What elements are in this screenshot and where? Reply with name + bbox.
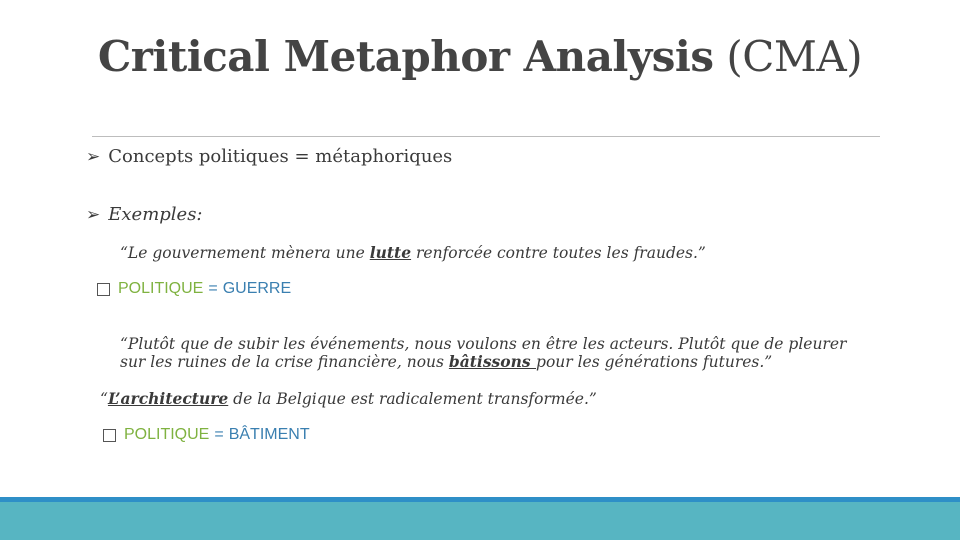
quote-text: “Plutôt que de subir les événements, nous voulons en être les acteurs. Plutôt que de pleurer sur les ruines de la crise financière, nous [120,335,847,371]
tag-right: GUERRE [222,280,292,297]
quote-architecture [100,390,597,408]
footer-band [0,502,960,540]
quote-text: de la Belgique est radicalement transformée.” [228,390,597,408]
quote-lutte [120,244,706,262]
quote-text: renforcée contre toutes les fraudes.” [411,244,706,262]
title-plain: (CMA) [726,32,863,81]
arrow-bullet-icon: ➢ [86,204,101,225]
bullet-concepts [86,146,452,167]
quote-text: “ [100,390,108,408]
quote-keyword: lutte [369,243,412,262]
title-divider [92,136,880,137]
metaphor-tag-batiment [103,426,310,444]
arrow-bullet-icon: ➢ [86,146,101,167]
bullet-exemples [86,204,203,225]
tag-right: BÂTIMENT [228,426,310,443]
slide-title [0,32,960,81]
bullet-text: Exemples: [108,204,203,225]
metaphor-tag-guerre [97,280,291,298]
checkbox-square-icon [103,429,116,442]
tag-equals: = [214,426,224,443]
checkbox-square-icon [97,283,110,296]
bullet-text: Concepts politiques = métaphoriques [108,146,453,167]
title-bold: Critical Metaphor Analysis [97,32,714,81]
tag-equals: = [208,280,218,297]
quote-text: pour les générations futures.” [536,353,773,371]
quote-text: “Le gouvernement mènera une [120,244,370,262]
tag-left: POLITIQUE [118,280,204,297]
quote-batissons [120,336,860,371]
tag-left: POLITIQUE [124,426,210,443]
quote-keyword: L’architecture [107,389,229,408]
quote-keyword: bâtissons [448,352,537,371]
